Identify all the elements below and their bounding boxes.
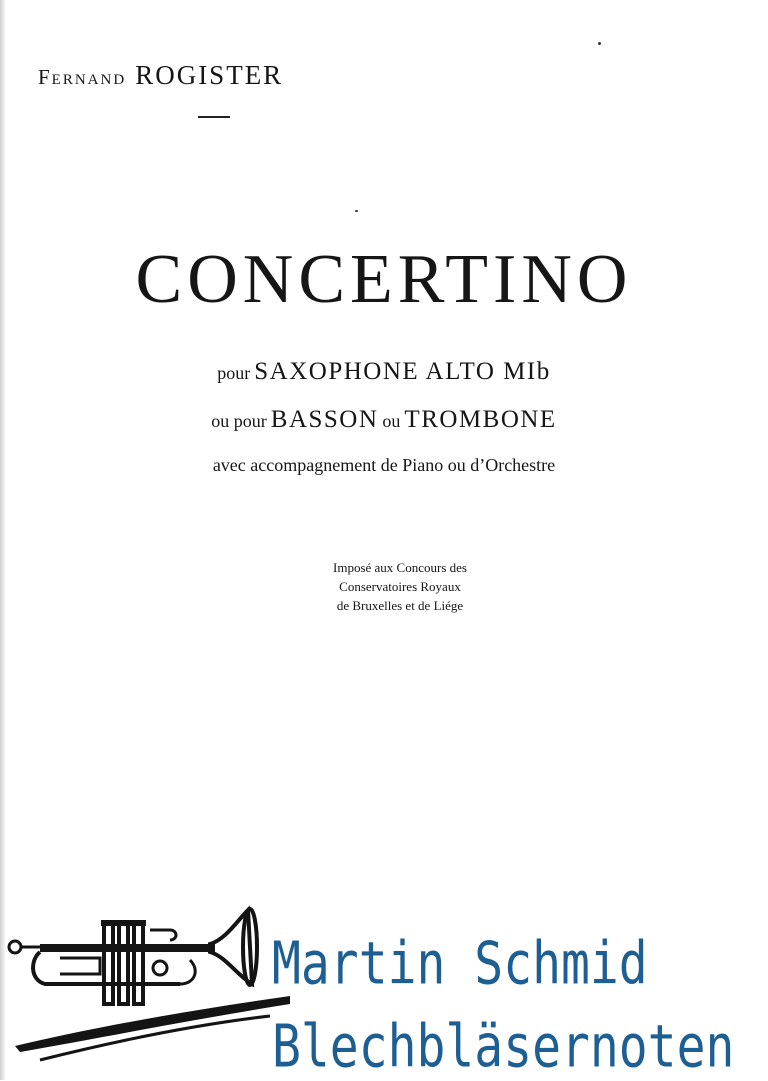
line2-prefix: ou pour bbox=[211, 411, 267, 431]
note-line: de Bruxelles et de Liége bbox=[336, 598, 464, 613]
line1-prefix: pour bbox=[217, 363, 251, 383]
composer-rule bbox=[198, 116, 230, 118]
trumpet-icon bbox=[0, 900, 300, 1080]
line1-instrument: SAXOPHONE ALTO MIb bbox=[254, 358, 551, 385]
note-line: Conservatoires Royaux bbox=[339, 579, 461, 594]
instrumentation-line-2 bbox=[0, 406, 768, 434]
composer-last-name: ROGISTER bbox=[135, 60, 284, 90]
accompaniment-line: avec accompagnement de Piano ou d’Orchestre bbox=[212, 455, 556, 475]
work-title: CONCERTINO bbox=[135, 241, 633, 318]
competition-note bbox=[300, 558, 500, 615]
line2-instrument-1: BASSON bbox=[270, 406, 379, 433]
publisher-name-line-2: Blechbläsernoten bbox=[272, 1013, 735, 1081]
line2-connector: ou bbox=[382, 411, 401, 431]
composer-first-name: Fernand bbox=[38, 65, 127, 89]
composer-name bbox=[38, 60, 283, 91]
paper-speck bbox=[598, 42, 601, 45]
paper-speck bbox=[355, 210, 358, 212]
instrumentation-line-1 bbox=[0, 358, 768, 386]
line2-instrument-2: TROMBONE bbox=[404, 406, 557, 433]
publisher-logo bbox=[0, 900, 768, 1080]
note-line: Imposé aux Concours des bbox=[333, 560, 467, 575]
publisher-name-line-1: Martin Schmid bbox=[272, 930, 648, 999]
